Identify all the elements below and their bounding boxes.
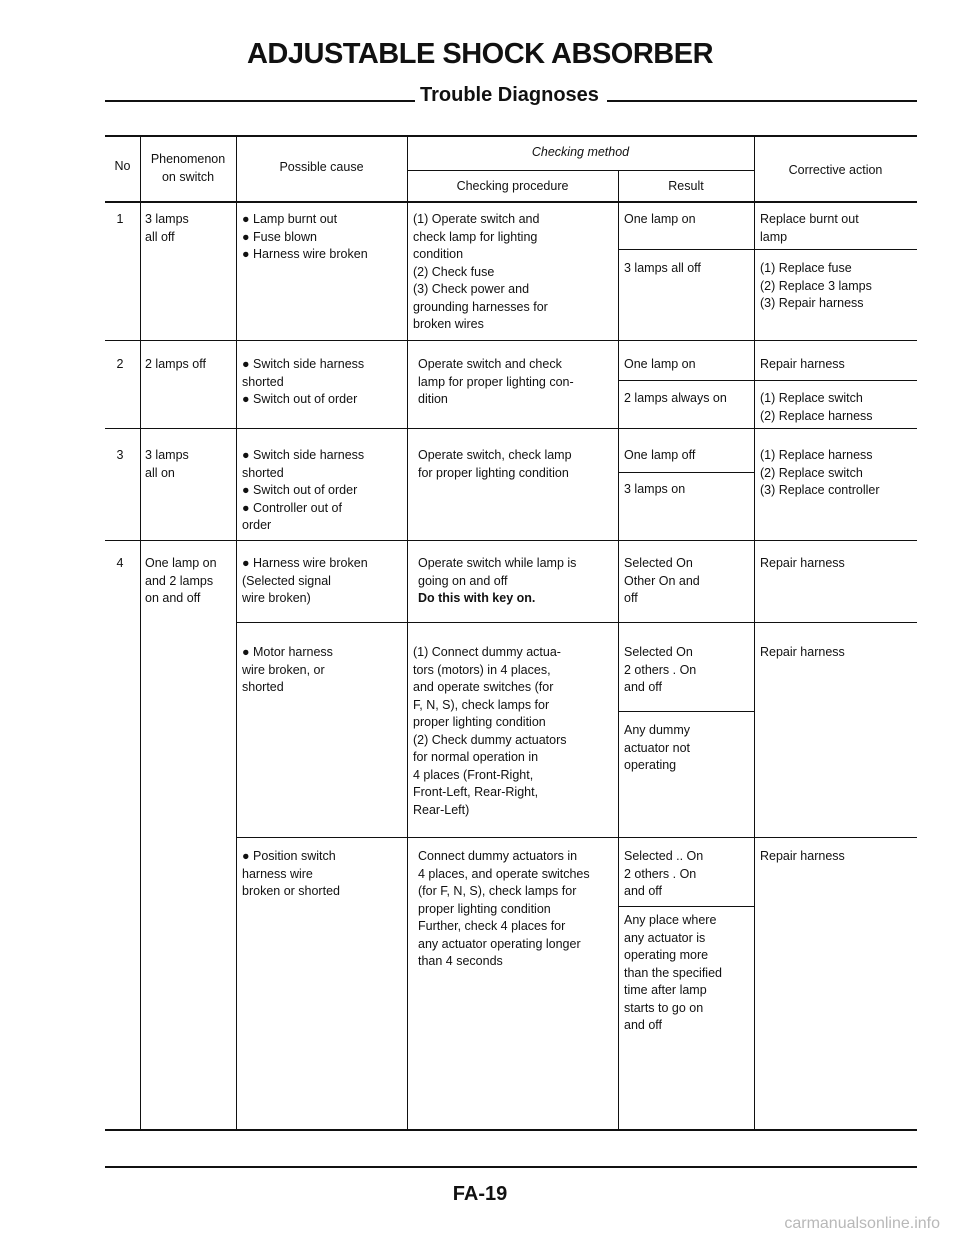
row-4a-procedure-note: Do this with key on. — [418, 591, 536, 605]
result-divider-r4b — [618, 711, 754, 712]
subtitle-rule-left — [105, 100, 415, 102]
row-3-phenomenon: 3 lamps all on — [145, 448, 189, 480]
table-bottom-rule — [105, 1129, 917, 1131]
sub-divider-4a — [236, 622, 917, 623]
row-4b-action: Repair harness — [760, 645, 845, 659]
row-3-action: (1) Replace harness (2) Replace switch (3) Replace controller — [760, 448, 880, 497]
header-checking-procedure: Checking procedure — [456, 179, 569, 193]
result-divider-r3 — [618, 472, 754, 473]
row-4c-result-2: Any place where any actuator is operating more than the specified time after lamp starts to go on and off — [624, 913, 722, 1032]
row-4c-cause: ● Position switch harness wire broken or shorted — [242, 849, 340, 898]
row-1-action-1: Replace burnt out lamp — [760, 212, 859, 244]
row-3-result-1: One lamp off — [624, 448, 696, 462]
result-divider-r4c — [618, 906, 754, 907]
row-4a-cause: ● Harness wire broken (Selected signal wire broken) — [242, 556, 368, 605]
col-divider-3 — [407, 137, 408, 1131]
row-4a-procedure: Operate switch while lamp is going on and off — [418, 556, 577, 588]
row-4b-result-2: Any dummy actuator not operating — [624, 723, 691, 772]
row-divider-3 — [105, 540, 917, 541]
row-3-cause: ● Switch side harness shorted ● Switch out of order ● Controller out of order — [242, 448, 365, 532]
row-4c-action: Repair harness — [760, 849, 845, 863]
header-corrective-action: Corrective action — [788, 163, 883, 177]
header-phenomenon: Phenomenon on switch — [150, 152, 226, 184]
section-subtitle: Trouble Diagnoses — [420, 84, 599, 106]
row-1-result-1: One lamp on — [624, 212, 696, 226]
row-3-procedure: Operate switch, check lamp for proper lighting condition — [418, 448, 572, 480]
header-no: No — [114, 159, 131, 173]
header-checking-method: Checking method — [531, 145, 630, 159]
row-4b-cause: ● Motor harness wire broken, or shorted — [242, 645, 333, 694]
row-1-procedure: (1) Operate switch and check lamp for lighting condition (2) Check fuse (3) Check power and grounding harnesses for broken wires — [413, 212, 548, 331]
row-divider-1 — [105, 340, 917, 341]
result-divider-r1 — [618, 249, 917, 250]
row-2-cause: ● Switch side harness shorted ● Switch out of order — [242, 357, 365, 406]
sub-divider-4b — [236, 837, 917, 838]
col-divider-2 — [236, 137, 237, 1131]
row-2-phenomenon: 2 lamps off — [145, 357, 206, 371]
row-1-cause: ● Lamp burnt out ● Fuse blown ● Harness wire broken — [242, 212, 368, 261]
page-title: ADJUSTABLE SHOCK ABSORBER — [246, 38, 714, 70]
col-divider-5 — [754, 137, 755, 1131]
footer-rule — [105, 1166, 917, 1168]
page-number: FA-19 — [452, 1183, 508, 1205]
row-4b-result-1: Selected On 2 others . On and off — [624, 645, 697, 694]
row-4-phenomenon: One lamp on and 2 lamps on and off — [145, 556, 217, 605]
header-possible-cause: Possible cause — [279, 160, 364, 174]
row-2-action-1: Repair harness — [760, 357, 845, 371]
table-top-rule — [105, 135, 917, 137]
row-2-procedure: Operate switch and check lamp for proper lighting con- dition — [418, 357, 574, 406]
result-divider-r2 — [618, 380, 917, 381]
col-divider-4 — [618, 170, 619, 1131]
row-2-result-2: 2 lamps always on — [624, 391, 727, 405]
row-4a-action: Repair harness — [760, 556, 845, 570]
header-result: Result — [668, 179, 704, 193]
row-1-no: 1 — [116, 212, 124, 226]
row-divider-2 — [105, 428, 917, 429]
header-bottom-rule — [105, 201, 917, 203]
col-divider-1 — [140, 137, 141, 1131]
row-4c-result-1: Selected .. On 2 others . On and off — [624, 849, 704, 898]
row-4a-result: Selected On Other On and off — [624, 556, 700, 605]
row-3-no: 3 — [116, 448, 124, 462]
row-2-result-1: One lamp on — [624, 357, 696, 371]
checking-method-rule — [407, 170, 754, 171]
row-2-action-2: (1) Replace switch (2) Replace harness — [760, 391, 873, 423]
row-2-no: 2 — [116, 357, 124, 371]
row-4-no: 4 — [116, 556, 124, 570]
row-1-action-2: (1) Replace fuse (2) Replace 3 lamps (3) Repair harness — [760, 261, 872, 310]
watermark: carmanualsonline.info — [784, 1215, 940, 1232]
row-4c-procedure: Connect dummy actuators in 4 places, and operate switches (for F, N, S), check lamps for proper lighting condition Further, check 4 places for any actuator operating longer than 4 seconds — [418, 849, 590, 968]
row-1-result-2: 3 lamps all off — [624, 261, 701, 275]
subtitle-rule-right — [607, 100, 917, 102]
row-1-phenomenon: 3 lamps all off — [145, 212, 189, 244]
row-3-result-2: 3 lamps on — [624, 482, 686, 496]
row-4b-procedure: (1) Connect dummy actua- tors (motors) in 4 places, and operate switches (for F, N, S), check lamps for proper lighting condition (2) Check dummy actuators for normal operation in 4 places (Front-Right, Front-Left, Rear-Right, Rear-Left) — [413, 645, 567, 817]
